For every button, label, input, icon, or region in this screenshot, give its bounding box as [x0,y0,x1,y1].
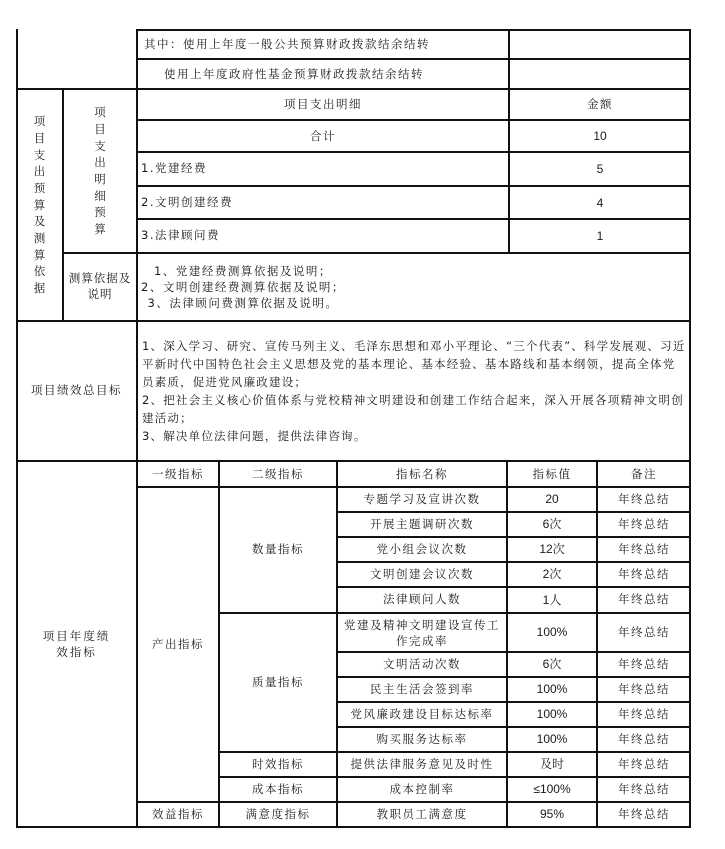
grid-line [336,676,691,678]
grid-line [336,651,691,653]
grid-line [16,320,691,322]
indicator-name: 购买服务达标率 [376,731,468,746]
vertical-char: 项 [94,105,106,120]
funding-row-general-value [510,30,690,59]
level2-timeliness: 时效指标 [252,757,304,772]
grid-line [218,751,691,753]
grid-line [136,29,691,31]
vertical-char: 测 [33,231,46,245]
header-level1: 一级指标 [152,466,204,481]
indicator-section-label: 项目年度绩效指标 [42,628,111,659]
indicator-note: 年终总结 [618,756,670,771]
grid-line [136,151,691,153]
grid-line [136,486,691,488]
grid-line [336,460,338,828]
indicator-value: 1人 [542,592,562,607]
grid-line [506,460,508,828]
grid-line [16,88,691,90]
grid-line [336,511,691,513]
budget-item-amount: 4 [596,195,604,210]
indicator-note: 年终总结 [618,566,670,581]
indicator-name: 文明创建会议次数 [370,566,474,581]
level1-output: 产出指标 [152,637,204,652]
indicator-note: 年终总结 [618,491,670,506]
indicator-note: 年终总结 [618,731,670,746]
indicator-note: 年终总结 [618,806,670,821]
indicator-note: 年终总结 [618,656,670,671]
indicator-value: 100% [536,682,568,697]
goal-text: 1、深入学习、研究、宣传马列主义、毛泽东思想和邓小平理论、“三个代表”、科学发展观、习近平新时代中国特色社会主义思想及党的基本理论、基本经验、基本路线和基本纲领，提高全体党员素质，促进党风廉政建设； 2、把社会主义核心价值体系与党校精神文明建设和创建工作结合起来，深入开展各项精神文明创建活动； 3、解决单位法律问题，提供法律咨询。 [142,339,686,443]
vertical-char: 预 [94,205,106,220]
grid-line [336,536,691,538]
indicator-value: 95% [539,807,565,822]
vertical-char: 算 [33,197,46,212]
indicator-note: 年终总结 [618,681,670,696]
funding-row-fund-label: 使用上年度政府性基金预算财政拨款结余结转 [164,66,424,81]
vertical-char: 明 [94,172,106,186]
grid-line [136,185,691,187]
grid-line [218,612,691,614]
grid-line [136,801,691,803]
vertical-char: 及 [33,214,46,229]
level2-cost: 成本指标 [252,782,304,797]
vertical-char: 预 [33,180,46,195]
vertical-char: 目 [94,121,106,136]
funding-row-general-label: 其中：使用上年度一般公共预算财政拨款结余结转 [144,36,430,51]
indicator-value: 及时 [539,757,564,772]
header-level2: 二级指标 [252,466,304,481]
grid-line [336,561,691,563]
budget-detail-label [64,90,136,252]
vertical-char: 支 [33,147,46,162]
level1-benefit: 效益指标 [152,807,204,822]
basis-label: 测算依据及说明 [68,271,132,301]
budget-total-amount: 10 [593,129,607,144]
indicator-value: 100% [536,707,568,722]
indicator-value: 6次 [542,517,562,532]
indicator-name: 专题学习及宣讲次数 [363,491,481,506]
indicator-value: ≤100% [533,782,571,797]
indicator-value: 12次 [539,542,565,557]
vertical-char: 算 [94,222,106,237]
grid-line [16,29,18,828]
header-name: 指标名称 [396,466,448,481]
grid-line [596,460,598,828]
indicator-name: 教职员工满意度 [376,806,468,821]
indicator-name: 民主生活会签到率 [370,681,474,696]
budget-item-amount: 1 [596,228,604,243]
header-note: 备注 [631,466,657,481]
grid-line [136,218,691,220]
grid-line [62,89,64,321]
indicator-value: 20 [545,492,559,507]
indicator-note: 年终总结 [618,624,670,639]
grid-line [16,460,691,462]
budget-item-label: 3.法律顾问费 [141,228,220,243]
budget-total-label: 合计 [310,128,336,143]
basis-text: 1、党建经费测算依据及说明； 2、文明创建经费测算依据及说明； 3、法律顾问费测算依据及说明。 [141,264,345,310]
indicator-name: 文明活动次数 [383,656,461,671]
vertical-char: 据 [33,281,46,296]
indicator-name: 党建及精神文明建设宣传工作完成率 [344,617,500,648]
indicator-value: 100% [536,732,568,747]
grid-line [16,826,691,828]
grid-line [336,726,691,728]
indicator-note: 年终总结 [618,706,670,721]
indicator-name: 成本控制率 [389,781,455,796]
indicator-value: 100% [536,625,568,640]
vertical-char: 目 [33,130,46,145]
vertical-char: 出 [33,164,46,179]
grid-line [336,586,691,588]
goal-label: 项目绩效总目标 [31,383,122,398]
budget-item-amount: 5 [596,161,604,176]
grid-line [136,58,691,60]
indicator-value: 2次 [542,567,562,582]
vertical-char: 依 [33,264,46,279]
budget-header-amount: 金额 [587,97,613,112]
grid-line [136,119,691,121]
level2-quantity: 数量指标 [252,542,304,557]
grid-line [218,776,691,778]
indicator-name: 法律顾问人数 [383,592,461,607]
grid-line [62,252,691,254]
indicator-name: 开展主题调研次数 [370,516,474,531]
indicator-name: 党风廉政建设目标达标率 [350,706,494,721]
level2-satisfaction: 满意度指标 [245,807,311,822]
vertical-char: 算 [33,247,46,262]
indicator-note: 年终总结 [618,592,670,607]
budget-item-label: 2.文明创建经费 [141,195,233,210]
budget-header-item: 项目支出明细 [284,97,362,112]
indicator-note: 年终总结 [618,781,670,796]
level2-quality: 质量指标 [252,675,304,690]
vertical-char: 出 [94,155,106,170]
indicator-name: 党小组会议次数 [376,541,468,556]
vertical-char: 项 [33,114,46,129]
grid-line [218,460,220,828]
vertical-char: 支 [94,138,106,153]
indicator-note: 年终总结 [618,541,670,556]
grid-line [689,29,691,828]
grid-line [336,701,691,703]
indicator-note: 年终总结 [618,516,670,531]
budget-item-label: 1.党建经费 [141,161,207,176]
funding-row-fund-value [510,60,690,89]
vertical-char: 细 [94,188,106,203]
grid-line [136,29,138,828]
header-value: 指标值 [532,466,572,481]
indicator-name: 提供法律服务意见及时性 [350,756,494,771]
indicator-value: 6次 [542,657,562,672]
budget-section-label [17,90,62,320]
